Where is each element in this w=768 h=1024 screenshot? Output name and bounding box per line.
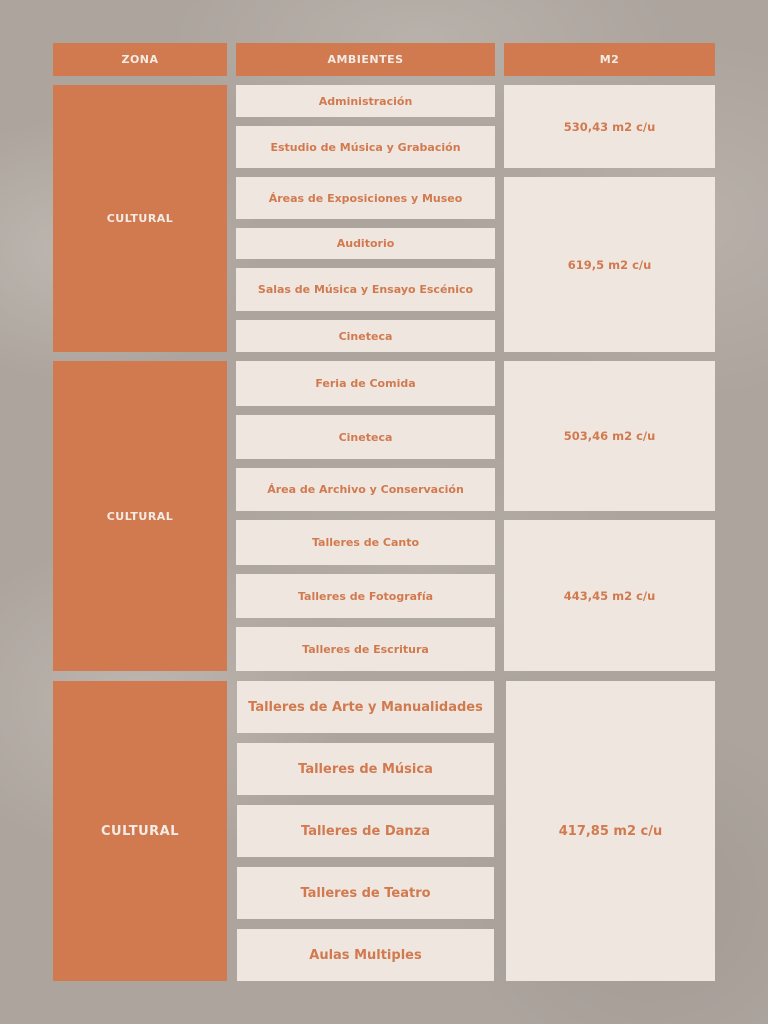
ambiente-cell: Feria de Comida xyxy=(236,361,495,406)
zone-cell: CULTURAL xyxy=(53,85,227,352)
ambiente-cell: Área de Archivo y Conservación xyxy=(236,468,495,511)
ambiente-cell: Talleres de Danza xyxy=(237,805,494,857)
header-ambientes: AMBIENTES xyxy=(236,43,495,76)
header-zona: ZONA xyxy=(53,43,227,76)
ambiente-cell: Estudio de Música y Grabación xyxy=(236,126,495,168)
header-m2: M2 xyxy=(504,43,715,76)
ambiente-cell: Talleres de Arte y Manualidades xyxy=(237,681,494,733)
ambiente-cell: Administración xyxy=(236,85,495,117)
ambiente-cell: Talleres de Música xyxy=(237,743,494,795)
ambiente-cell: Salas de Música y Ensayo Escénico xyxy=(236,268,495,311)
ambiente-cell: Aulas Multiples xyxy=(237,929,494,981)
area-cell: 619,5 m2 c/u xyxy=(504,177,715,352)
ambiente-cell: Áreas de Exposiciones y Museo xyxy=(236,177,495,219)
ambiente-cell: Talleres de Canto xyxy=(236,520,495,565)
area-cell: 503,46 m2 c/u xyxy=(504,361,715,511)
area-cell: 530,43 m2 c/u xyxy=(504,85,715,168)
ambiente-cell: Talleres de Escritura xyxy=(236,627,495,671)
ambiente-cell: Auditorio xyxy=(236,228,495,259)
ambiente-cell: Cineteca xyxy=(236,320,495,352)
area-cell: 443,45 m2 c/u xyxy=(504,520,715,671)
zone-cell: CULTURAL xyxy=(53,681,227,981)
area-cell: 417,85 m2 c/u xyxy=(506,681,715,981)
ambiente-cell: Talleres de Teatro xyxy=(237,867,494,919)
ambiente-cell: Talleres de Fotografía xyxy=(236,574,495,618)
zone-cell: CULTURAL xyxy=(53,361,227,671)
ambiente-cell: Cineteca xyxy=(236,415,495,459)
